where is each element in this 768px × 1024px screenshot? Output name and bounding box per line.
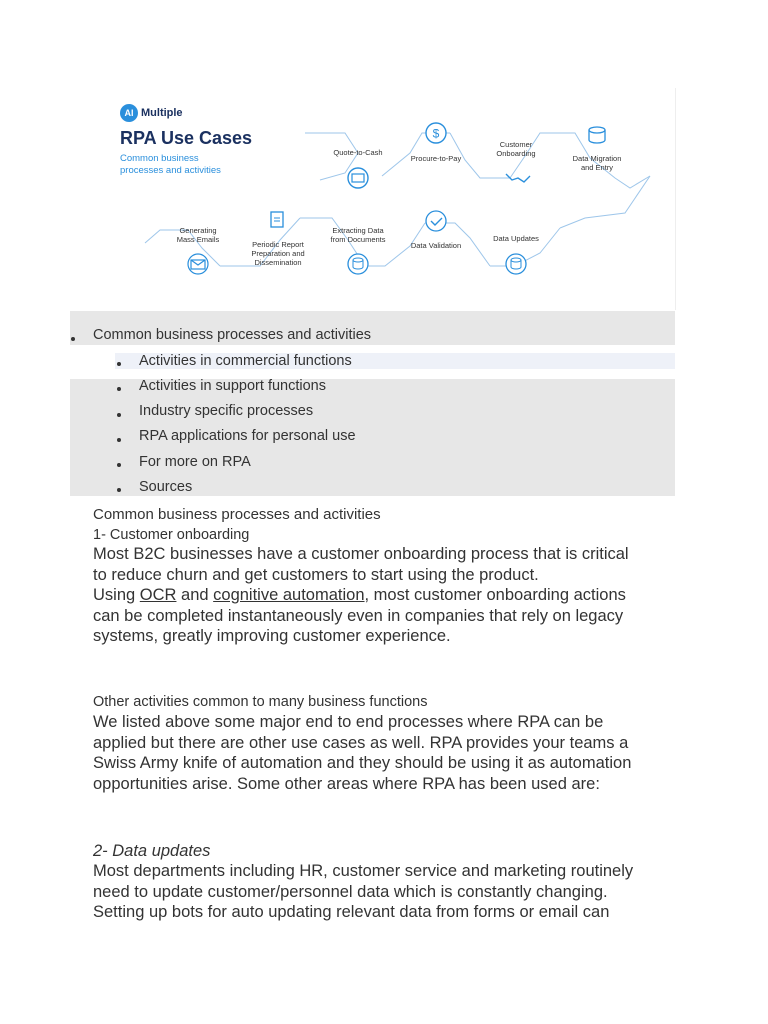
paragraph-line: to reduce churn and get customers to start using the product. [93,565,539,584]
logo-badge: AI [120,104,138,122]
toc-link-support[interactable]: Activities in support functions [139,378,326,394]
node-label-line: Dissemination [254,258,302,267]
process-flow-diagram [70,88,675,310]
node-label-line: Extracting Data [332,226,384,235]
update-icon [506,254,526,274]
database-icon [589,127,605,143]
paragraph-line: We listed above some major end to end processes where RPA can be [93,713,604,731]
node-label-line: Data Migration [572,154,622,163]
node-data-migration [557,154,637,172]
bullet-dot [71,337,75,341]
bullet-dot [117,463,121,467]
node-label-line: Generating [179,226,217,235]
node-quote-to-cash: Quote-to-Cash [333,148,383,157]
node-generating-emails [158,226,238,244]
toc-link-commercial[interactable]: Activities in commercial functions [139,353,352,369]
node-procure-to-pay: Procure-to-Pay [410,154,462,163]
text-run: and [176,586,214,605]
paragraph-onboarding [93,544,629,647]
paragraph-line: Swiss Army knife of automation and they should be using it as automation [93,754,632,773]
paragraph-line: applied but there are other use cases as well. RPA provides your teams a [93,733,629,752]
rpa-use-cases-infographic [70,88,676,310]
node-label-line: Preparation and [251,249,305,258]
subtitle-line: processes and activities [120,165,221,176]
paragraph-line: can be completed instantaneously even in companies that rely on legacy [93,606,624,625]
bullet-dot [117,413,121,417]
ocr-link[interactable]: OCR [139,586,177,605]
document-icon [271,212,283,227]
handshake-icon [506,174,530,182]
node-label-line: Mass Emails [176,235,220,244]
toc-link-common-processes[interactable]: Common business processes and activities [93,327,372,343]
cognitive-automation-link[interactable]: cognitive automation [213,586,365,605]
bullet-dot [117,387,121,391]
paragraph-other-activities [93,712,631,794]
node-extracting-data [318,226,398,244]
paragraph-data-updates [93,861,633,923]
paragraph-line: Setting up bots for auto updating relevant data from forms or email can [93,903,610,922]
subheading-customer-onboarding: 1- Customer onboarding [93,527,250,543]
email-icon [188,254,208,274]
subheading-data-updates: 2- Data updates [93,842,211,860]
node-label-line: from Documents [330,235,386,244]
toc-link-personal-use[interactable]: RPA applications for personal use [139,428,356,444]
node-label-line: Onboarding [496,149,536,158]
text-run: , most customer onboarding actions [364,586,626,605]
paragraph-line: need to update customer/personnel data which is constantly changing. [93,882,608,901]
node-data-updates: Data Updates [493,234,539,243]
toc-link-more-rpa[interactable]: For more on RPA [139,454,251,470]
data-extract-icon [348,254,368,274]
subtitle-line: Common business [120,153,199,164]
bullet-dot [117,438,121,442]
subheading-other-activities: Other activities common to many business functions [93,694,428,710]
section-heading: Common business processes and activities [93,506,381,523]
paragraph-line: opportunities arise. Some other areas where RPA has been used are: [93,774,600,793]
cash-icon [348,168,368,188]
node-label-line: Periodic Report [252,240,304,249]
paragraph-line: systems, greatly improving customer experience. [93,627,451,646]
paragraph-line: Most B2C businesses have a customer onboarding process that is critical [93,545,629,563]
node-data-validation: Data Validation [410,241,462,250]
node-label-line: and Entry [580,163,614,172]
toc-link-industry[interactable]: Industry specific processes [139,403,314,419]
bullet-dot [117,362,121,366]
paragraph-line: Most departments including HR, customer service and marketing routinely [93,862,634,880]
logo-text: Multiple [141,107,183,119]
svg-text:$: $ [432,126,440,141]
node-label-line: Customer [499,140,533,149]
node-periodic-report [238,240,318,267]
dollar-icon [426,123,446,143]
bullet-dot [117,488,121,492]
node-customer-onboarding [476,140,556,158]
toc-link-sources[interactable]: Sources [139,479,193,495]
validation-icon [426,211,446,231]
paragraph-line [93,585,629,606]
text-run: Using [93,586,140,605]
infographic-title: RPA Use Cases [120,128,253,148]
